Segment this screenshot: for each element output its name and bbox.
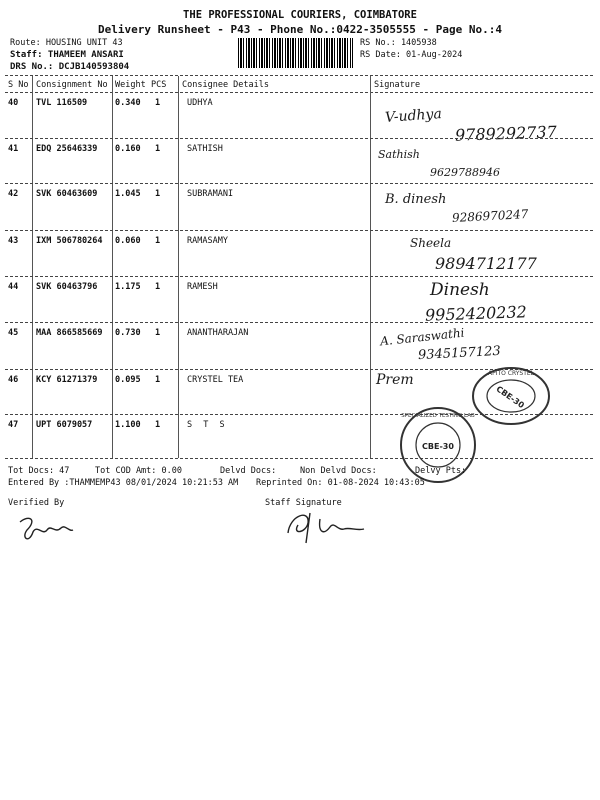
row-consignment: UPT 6079057	[36, 420, 93, 430]
row-weight: 1.045	[115, 189, 141, 199]
total-cod-amount: Tot COD Amt: 0.00	[95, 466, 182, 476]
verifier-signature	[15, 510, 85, 550]
col-divider	[370, 76, 371, 458]
row-sno: 43	[8, 236, 19, 246]
row-consignee: SATHISH	[187, 144, 223, 154]
row-pcs: 1	[155, 328, 161, 338]
row-pcs: 1	[155, 375, 161, 385]
col-consignment: Consignment No	[36, 80, 108, 90]
row-divider	[5, 322, 593, 323]
handwritten-phone: 9286970247	[451, 207, 529, 225]
col-divider	[178, 76, 179, 458]
drs-number: DRS No.: DCJB140593804	[10, 62, 130, 72]
handwritten-name: Prem	[376, 372, 414, 388]
row-pcs: 1	[155, 420, 161, 430]
col-pcs: PCS	[151, 80, 167, 90]
handwritten-name: Dinesh	[430, 280, 490, 300]
delivered-docs: Delvd Docs:	[220, 466, 277, 476]
row-sno: 45	[8, 328, 19, 338]
row-divider	[5, 276, 593, 277]
row-weight: 0.160	[115, 144, 141, 154]
row-consignment: KCY 61271379	[36, 375, 98, 385]
handwritten-name: A. Saraswathi	[379, 325, 466, 349]
stamp-code: CBE-30	[494, 384, 526, 411]
row-weight: 1.100	[115, 420, 141, 430]
handwritten-name: Sathish	[378, 148, 420, 161]
row-consignee: UDHYA	[187, 98, 213, 108]
reprinted-on: Reprinted On: 01-08-2024 10:43:05	[256, 478, 425, 488]
row-consignment: TVL 116509	[36, 98, 88, 108]
row-sno: 41	[8, 144, 19, 154]
handwritten-name: B. dinesh	[385, 192, 447, 207]
stamp-ring-text: SPECIALIZED TESTING LAB	[401, 413, 475, 419]
delivery-points: Delvy Pts:	[415, 466, 467, 476]
col-sno: S No	[8, 80, 29, 90]
row-consignee: CRYSTEL TEA	[187, 375, 244, 385]
row-weight: 0.730	[115, 328, 141, 338]
row-consignment: SVK 60463796	[36, 282, 98, 292]
barcode	[238, 38, 353, 68]
table-bottom-rule	[5, 458, 593, 459]
row-pcs: 1	[155, 282, 161, 292]
non-delivered-docs: Non Delvd Docs:	[300, 466, 377, 476]
handwritten-name: Sheela	[410, 236, 452, 250]
staff-label: Staff: THAMEEM ANSARI	[10, 50, 124, 60]
staff-signature-mark	[280, 505, 380, 550]
row-consignee: S T S	[187, 420, 228, 430]
company-stamp-icon	[470, 365, 552, 427]
row-sno: 42	[8, 189, 19, 199]
rs-date: RS Date: 01-Aug-2024	[360, 50, 463, 60]
col-weight: Weight	[115, 80, 146, 90]
route-label: Route: HOUSING UNIT 43	[10, 38, 123, 48]
row-consignment: EDQ 25646339	[36, 144, 98, 154]
row-sno: 40	[8, 98, 19, 108]
col-divider	[112, 76, 113, 458]
handwritten-name: V-udhya	[384, 106, 443, 126]
row-sno: 47	[8, 420, 19, 430]
header-bottom-rule	[5, 92, 593, 93]
row-divider	[5, 138, 593, 139]
row-weight: 0.095	[115, 375, 141, 385]
row-consignee: SUBRAMANI	[187, 189, 234, 199]
row-pcs: 1	[155, 98, 161, 108]
row-pcs: 1	[155, 189, 161, 199]
runsheet-subtitle: Delivery Runsheet - P43 - Phone No.:0422-3505555 - Page No.:4	[98, 23, 502, 36]
row-consignee: RAMESH	[187, 282, 218, 292]
row-consignment: MAA 866585669	[36, 328, 103, 338]
stamp-code: CBE-30	[422, 442, 454, 451]
row-consignment: SVK 60463609	[36, 189, 98, 199]
row-weight: 0.340	[115, 98, 141, 108]
header-top-rule	[5, 75, 593, 76]
handwritten-phone: 9952420232	[424, 302, 528, 325]
entered-by: Entered By :THAMMEMP43 08/01/2024 10:21:53 AM	[8, 478, 239, 488]
stamp-ring-text: APITO CRYSTEL	[487, 370, 535, 377]
company-title: THE PROFESSIONAL COURIERS, COIMBATORE	[183, 9, 417, 21]
row-pcs: 1	[155, 144, 161, 154]
col-consignee: Consignee Details	[182, 80, 269, 90]
row-sno: 44	[8, 282, 19, 292]
row-weight: 0.060	[115, 236, 141, 246]
row-consignment: IXM 506780264	[36, 236, 103, 246]
verified-by-label: Verified By	[8, 498, 65, 508]
handwritten-phone: 9789292737	[454, 122, 558, 145]
row-pcs: 1	[155, 236, 161, 246]
row-sno: 46	[8, 375, 19, 385]
row-divider	[5, 183, 593, 184]
staff-signature-label: Staff Signature	[265, 498, 342, 508]
handwritten-phone: 9345157123	[417, 343, 502, 364]
col-signature: Signature	[374, 80, 421, 90]
row-consignee: ANANTHARAJAN	[187, 328, 249, 338]
total-docs: Tot Docs: 47	[8, 466, 70, 476]
row-weight: 1.175	[115, 282, 141, 292]
handwritten-phone: 9629788946	[430, 166, 500, 179]
col-divider	[32, 76, 33, 458]
handwritten-phone: 9894712177	[435, 254, 537, 273]
row-consignee: RAMASAMY	[187, 236, 228, 246]
rs-number: RS No.: 1405938	[360, 38, 437, 48]
row-divider	[5, 230, 593, 231]
